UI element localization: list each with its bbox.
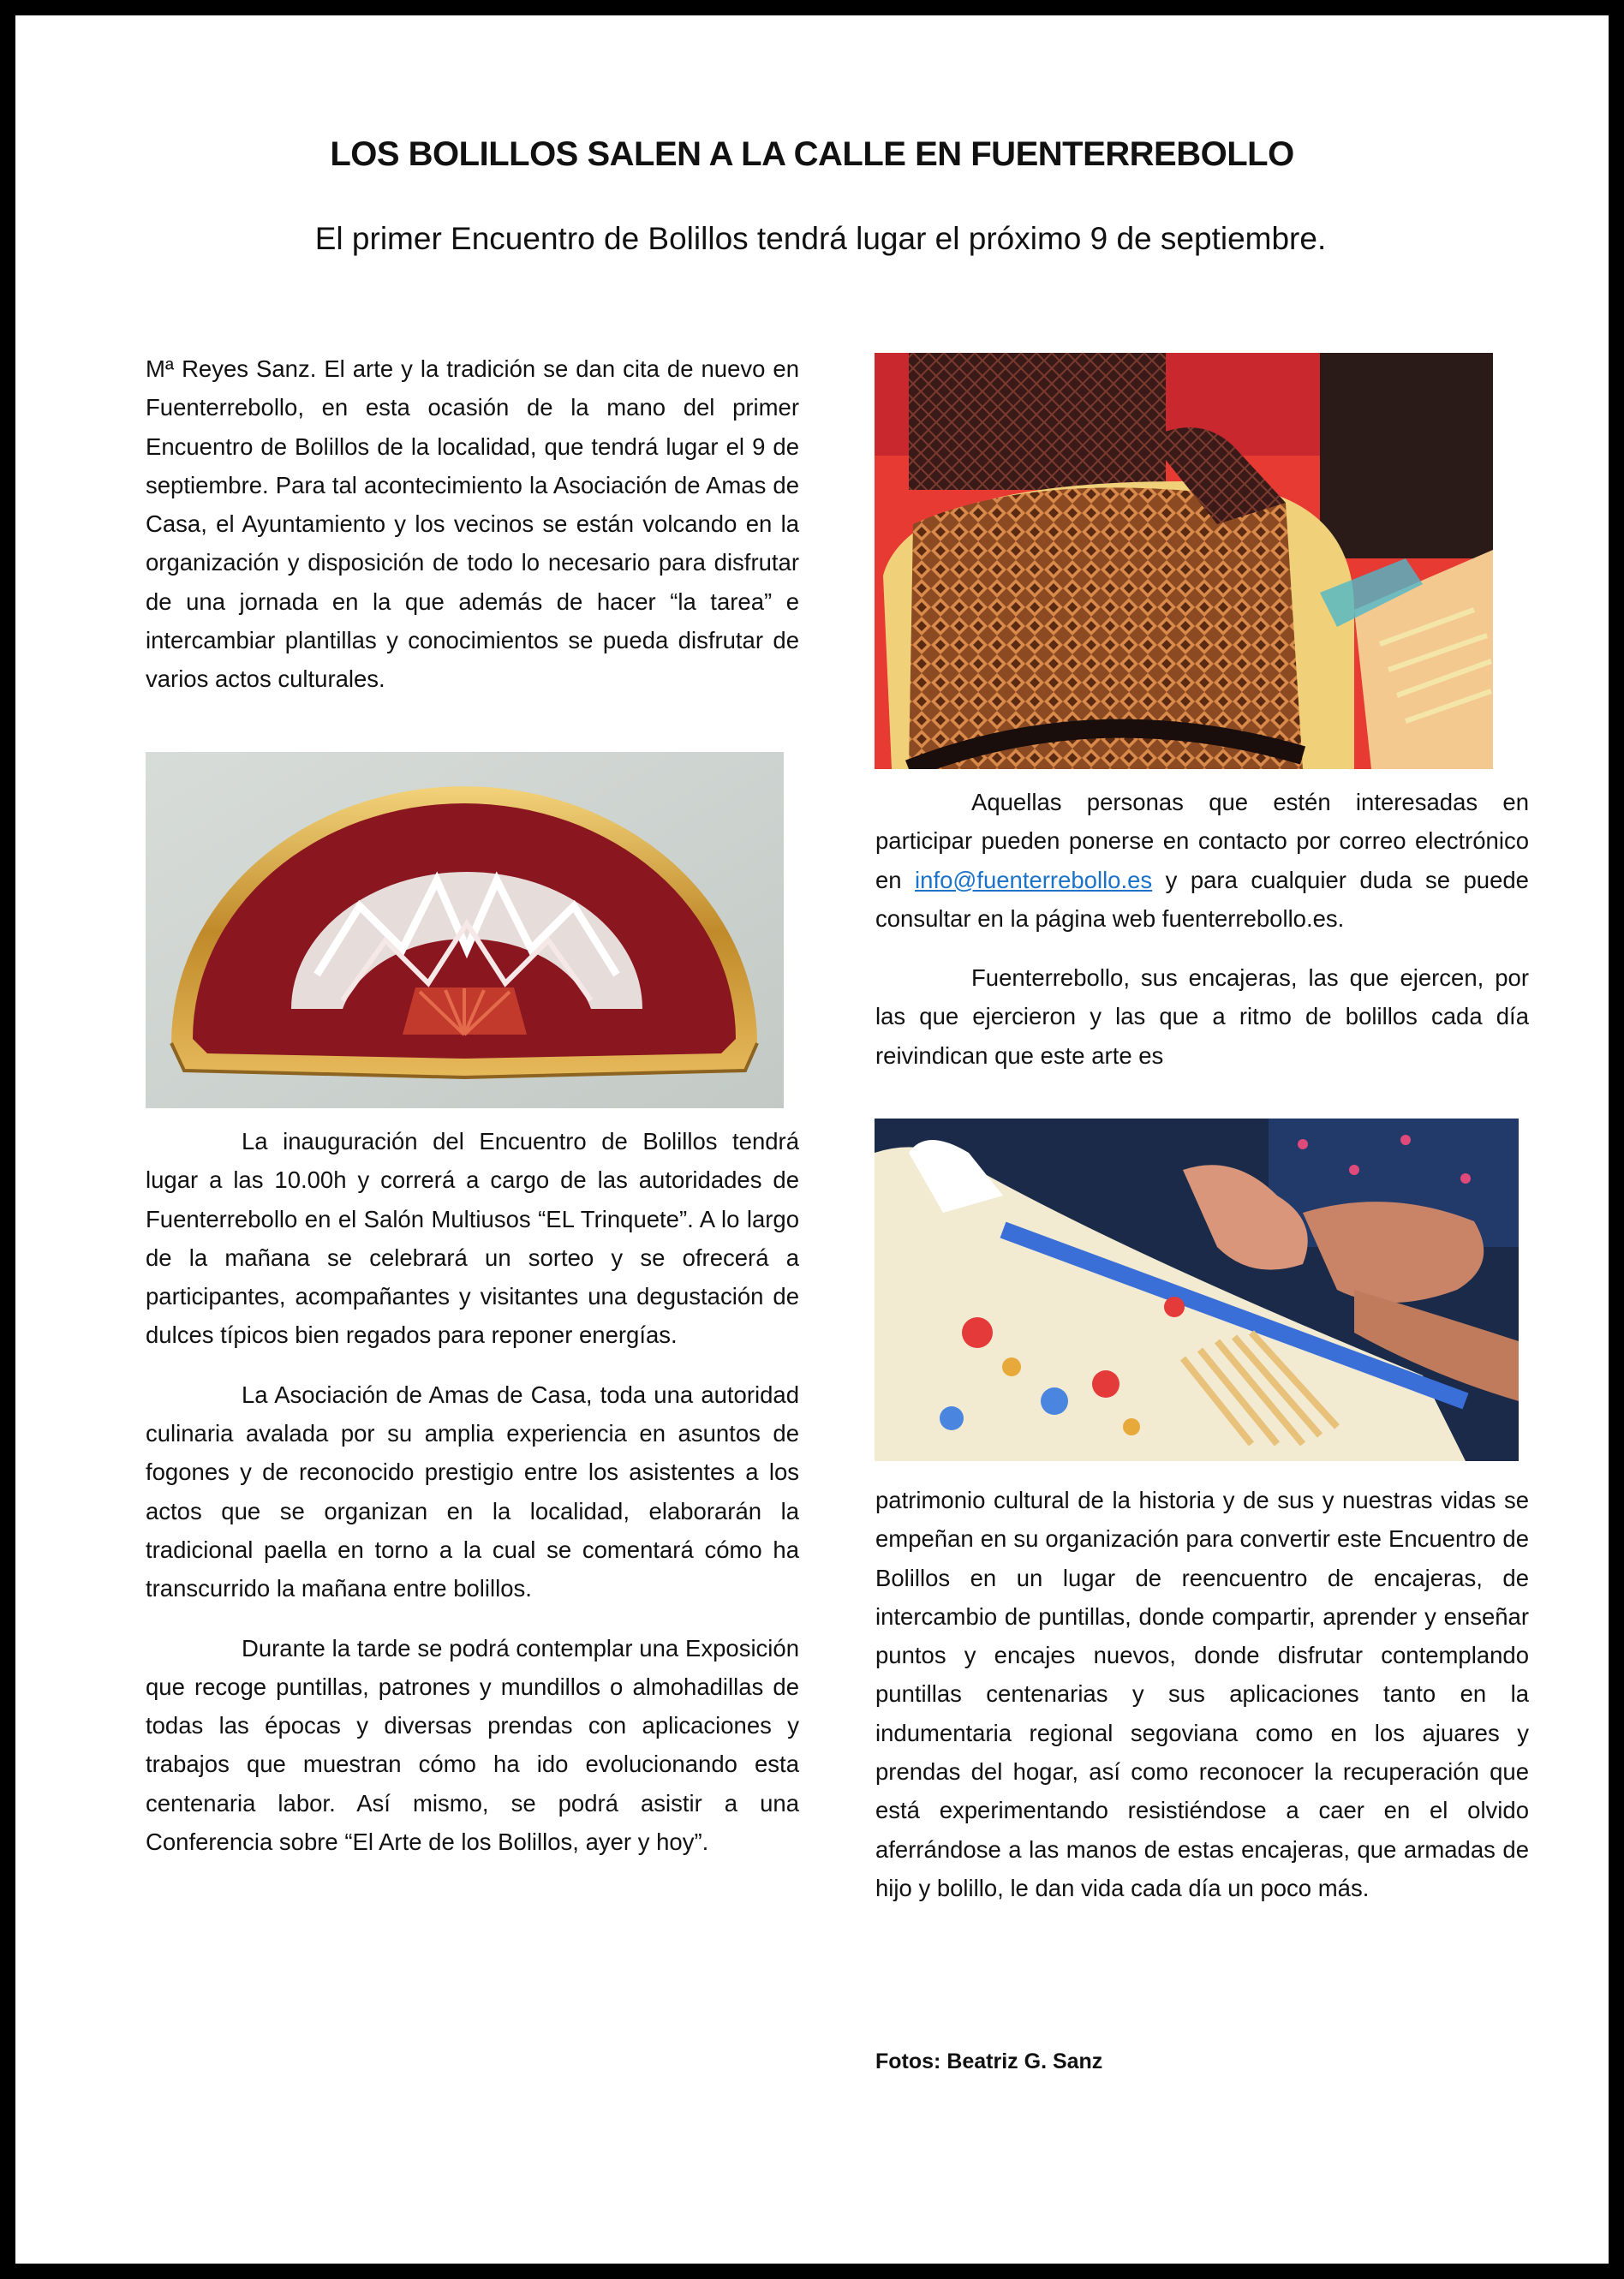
- lace-fan-photo: [146, 752, 784, 1108]
- right-column-bottom: [875, 1481, 1529, 1907]
- paragraph-inauguration: La inauguración del Encuentro de Bolillos tendrá lugar a las 10.00h y correrá a cargo de las autoridades de Fuenterrebollo en el Salón Multiusos “EL Trinquete”. A lo largo de la mañana se celebrará un sorteo y se ofrecerá a participantes, acompañantes y visitantes una degustación de dulces típicos bien regados para reponer energías.: [146, 1128, 799, 1349]
- right-column-top: [875, 783, 1529, 1075]
- lacemaking-hands-photo: [875, 1119, 1519, 1461]
- email-link[interactable]: info@fuenterrebollo.es: [915, 866, 1153, 893]
- paragraph-exposition: Durante la tarde se podrá contemplar una Exposición que recoge puntillas, patrones y mundillos o almohadillas de todas las épocas y diversas prendas con aplicaciones y trabajos que muestran cómo ha ido evolucionando esta centenaria labor. Así mismo, se podrá asistir a una Conferencia sobre “El Arte de los Bolillos, ayer y hoy”.: [146, 1634, 799, 1856]
- paragraph-patrimonio: patrimonio cultural de la historia y de sus y nuestras vidas se empeñan en su organización para convertir este Encuentro de Bolillos en un lugar de reencuentro de encajeras, de intercambio de puntillas, donde compartir, aprender y enseñar puntos y encajes nuevos, donde disfrutar contemplando puntillas centenarias y sus aplicaciones tanto en la indumentaria regional segoviana como en los ajuares y prendas del hogar, así como reconocer la recuperación que está experimentando resistiéndose a caer en el olvido aferrándose a las manos de estas encajeras, que armadas de hijo y bolillo, le dan vida cada día un poco más.: [875, 1487, 1529, 1901]
- article-subtitle: El primer Encuentro de Bolillos tendrá lugar el próximo 9 de septiembre.: [314, 221, 1327, 256]
- photo-credit: Fotos: Beatriz G. Sanz: [875, 2049, 1103, 2073]
- left-column-top: [146, 349, 799, 699]
- left-column-bottom: [146, 1122, 799, 1861]
- paragraph-encajeras: Fuenterrebollo, sus encajeras, las que ejercen, por las que ejercieron y las que a ritmo de bolillos cada día reivindican que este arte es: [875, 964, 1529, 1069]
- paragraph-contact: Aquellas personas que estén interesadas en participar pueden ponerse en contacto por correo electrónico en info@fuenterrebollo.es y para cualquier duda se puede consultar en la página web fuenterrebollo.es.: [875, 789, 1529, 932]
- lace-pillow-photo: [875, 353, 1493, 769]
- document-page: [15, 15, 1609, 2264]
- paragraph-paella: La Asociación de Amas de Casa, toda una autoridad culinaria avalada por su amplia experiencia en asuntos de fogones y de reconocido prestigio entre los asistentes a los actos que se organizan en la localidad, elaborarán la tradicional paella en torno a la cual se comentará cómo ha transcurrido la mañana entre bolillos.: [146, 1381, 799, 1602]
- article-title: LOS BOLILLOS SALEN A LA CALLE EN FUENTERREBOLLO: [330, 135, 1294, 173]
- paragraph-intro: Mª Reyes Sanz. El arte y la tradición se dan cita de nuevo en Fuenterrebollo, en esta ocasión de la mano del primer Encuentro de Bolillos de la localidad, que tendrá lugar el 9 de septiembre. Para tal acontecimiento la Asociación de Amas de Casa, el Ayuntamiento y los vecinos se están volcando en la organización y disposición de todo lo necesario para disfrutar de una jornada en la que además de hacer “la tarea” e intercambiar plantillas y conocimientos se pueda disfrutar de varios actos culturales.: [146, 355, 799, 693]
